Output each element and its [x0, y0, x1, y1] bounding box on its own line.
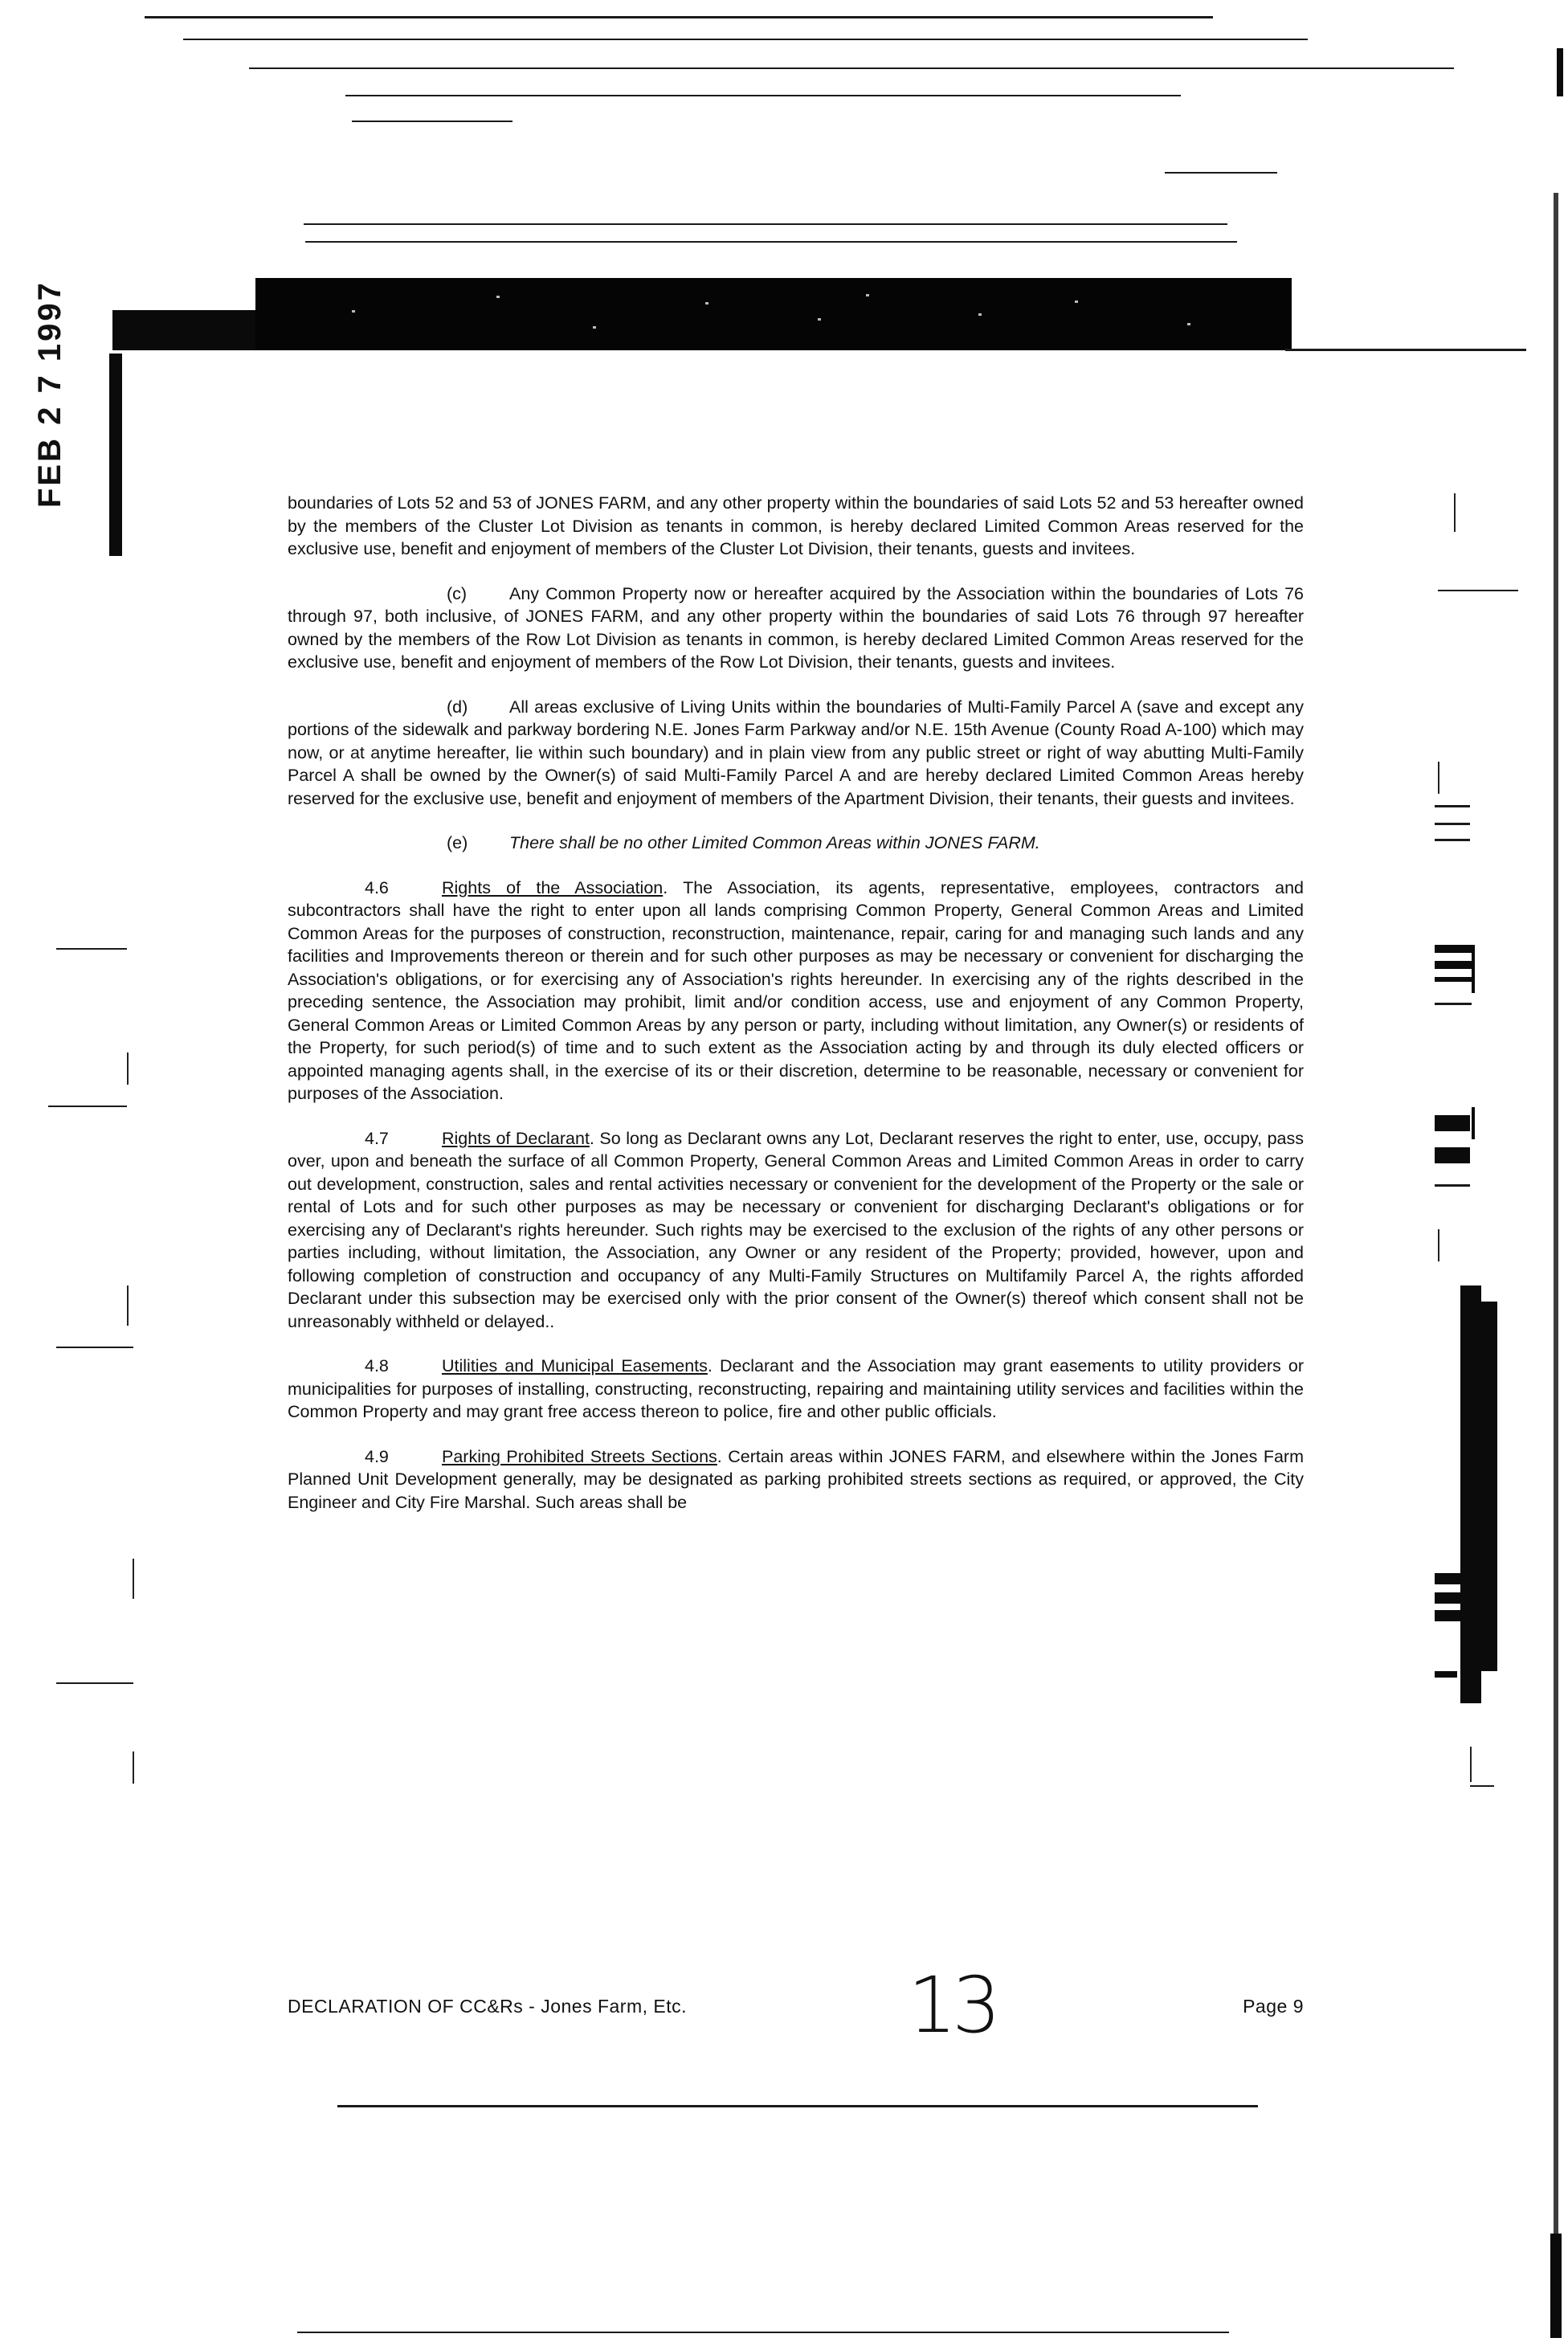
- section-title: Utilities and Municipal Easements: [442, 1356, 708, 1375]
- scan-rule: [1435, 839, 1470, 841]
- section-number: 4.9: [365, 1446, 389, 1466]
- scan-block: [1435, 1610, 1470, 1621]
- section-4-8: [288, 1355, 1304, 1424]
- paragraph-text: All areas exclusive of Living Units within the boundaries of Multi-Family Parcel A (save and except any portions of the sidewalk and parkway bordering N.E. Jones Farm Parkway and/or N.E. 15th Avenue (County Road A-100) which may now, or at anytime hereafter, lie within such boundary) and in plain view from any public street or right of way abutting Multi-Family Parcel A shall be owned by the Owner(s) of said Multi-Family Parcel A and are hereby declared Limited Common Areas hereby reserved for the exclusive use, benefit and enjoyment of members of the Apartment Division, their tenants, their guests and invitees.: [288, 697, 1304, 808]
- section-text: . The Association, its agents, representative, employees, contractors and subcontractors shall have the right to enter upon all lands comprising Common Property, General Common Areas and Limited Common Areas for the purposes of construction, reconstruction, maintenance, repair, caring for and managing such lands and any facilities and Improvements thereon or therein and for such other purposes as may be necessary or convenient for discharging the Association's obligations, or for exercising any of Association's rights hereunder. In exercising any of the rights described in the preceding sentence, the Association may prohibit, limit and/or condition access, use and enjoyment of any Common Property, General Common Areas or Limited Common Areas by any person or party, including without limitation, any Owner(s) or residents of the Property, for such period(s) of time and to such extent as the Association acting by and through its duly elected officers or appointed managing agents shall, in the exercise of its or their discretion, determine to be reasonable, necessary or convenient for purposes of the Association.: [288, 877, 1304, 1103]
- scan-rule: [345, 95, 1181, 96]
- scan-block: [1435, 1592, 1470, 1604]
- document-body: [288, 492, 1304, 1535]
- date-stamp: FEB 2 7 1997: [32, 280, 67, 508]
- handwritten-page-number: 13: [908, 1960, 997, 2050]
- scan-rule: [183, 39, 1308, 40]
- scan-rule: [337, 2105, 1258, 2107]
- section-4-9: [288, 1445, 1304, 1514]
- paragraph-label: (d): [447, 697, 468, 717]
- scan-line: [133, 1751, 134, 1784]
- scan-block: [1435, 1115, 1470, 1131]
- scan-line: [133, 1559, 134, 1599]
- section-text: . Declarant and the Association may grant easements to utility providers or municipalities for purposes of installing, constructing, reconstructing, repairing and maintaining utility services and facilities within the Common Property and may grant free access thereon to police, fire and other public officials.: [288, 1356, 1305, 1421]
- section-4-7: [288, 1127, 1304, 1334]
- paragraph-text: boundaries of Lots 52 and 53 of JONES FARM, and any other property within the boundaries of said Lots 52 and 53 hereafter owned by the members of the Cluster Lot Division as tenants in common, is hereby declared Limited Common Areas reserved for the exclusive use, benefit and enjoyment of members of the Cluster Lot Division, their tenants, guests and invitees.: [288, 493, 1304, 558]
- section-number: 4.6: [365, 877, 389, 897]
- scan-rule: [1435, 1184, 1470, 1187]
- scan-rule: [352, 121, 512, 122]
- scan-line: [1438, 1229, 1439, 1261]
- scan-rule: [145, 16, 1213, 18]
- scan-block: [1435, 961, 1472, 969]
- scan-rule: [1285, 349, 1526, 351]
- scan-line: [1454, 493, 1456, 532]
- scan-rule: [48, 1106, 127, 1107]
- section-title: Rights of the Association: [442, 877, 664, 897]
- scan-rule: [305, 241, 1237, 243]
- paragraph-text: Any Common Property now or hereafter acquired by the Association within the boundaries of Lots 76 through 97, both inclusive, of JONES FARM, and any other property within the boundaries of said Lots 76 through 97 hereafter owned by the members of the Row Lot Division as tenants in common, is hereby declared Limited Common Areas reserved for the exclusive use, benefit and enjoyment of members of the Row Lot Division, their tenants, guests and invitees.: [288, 583, 1304, 672]
- section-4-6: [288, 877, 1304, 1106]
- scan-rule: [249, 67, 1454, 69]
- page-number: Page 9: [1243, 1996, 1304, 2017]
- scan-block: [1435, 945, 1472, 953]
- scan-rule: [1435, 823, 1470, 825]
- paragraph-text: There shall be no other Limited Common Areas within JONES FARM.: [509, 833, 1040, 852]
- scan-line: [127, 1285, 129, 1326]
- scan-edge: [1557, 48, 1563, 96]
- scan-block: [1435, 1671, 1457, 1678]
- section-text: . Certain areas within JONES FARM, and elsewhere within the Jones Farm Planned Unit Development generally, may be designated as parking prohibited streets sections as required, or approved, the City Engineer and City Fire Marshal. Such areas shall be: [288, 1446, 1304, 1512]
- scan-line: [1470, 1747, 1472, 1782]
- scan-block: [1435, 1147, 1470, 1163]
- scan-line: [127, 1052, 129, 1085]
- scan-block: [1435, 977, 1472, 982]
- scan-edge: [1550, 2234, 1562, 2338]
- scan-rule: [304, 223, 1227, 225]
- scan-rule: [1470, 1785, 1494, 1787]
- scan-rule: [56, 948, 127, 950]
- scan-rule: [1435, 1003, 1472, 1005]
- paragraph-d: [288, 696, 1304, 811]
- scan-band: [255, 278, 1292, 350]
- scan-block: [1473, 1302, 1497, 1671]
- scan-line: [1438, 762, 1439, 794]
- scan-rule: [1165, 172, 1277, 174]
- scan-block: [1472, 1107, 1475, 1139]
- scan-edge: [1554, 193, 1558, 2282]
- section-number: 4.8: [365, 1356, 389, 1375]
- scan-rule: [56, 1682, 133, 1684]
- section-title: Rights of Declarant: [442, 1128, 590, 1148]
- section-number: 4.7: [365, 1128, 389, 1148]
- scan-block: [1435, 1573, 1470, 1584]
- paragraph-c: [288, 582, 1304, 674]
- page-footer: [288, 1984, 1304, 2049]
- paragraph-label: (e): [447, 833, 468, 852]
- scan-rule: [56, 1347, 133, 1348]
- scan-rule: [1438, 590, 1518, 591]
- paragraph-b-continued: [288, 492, 1304, 561]
- section-text: . So long as Declarant owns any Lot, Declarant reserves the right to enter, use, occupy, pass over, upon and beneath the surface of all Common Property, General Common Areas and Limited Common Areas in order to carry out development, construction, sales and rental activities necessary or convenient for the development of the Property or the sale or rental of Lots and for such other purposes as may be necessary or convenient for discharging Declarant's obligations or for exercising any of Declarant's rights hereunder. Such rights may be exercised to the exclusion of the rights of any other persons or parties including, without limitation, the Association, any Owner or any resident of the Property; provided, however, upon and following completion of construction and occupancy of any Multi-Family Structures on Multifamily Parcel A, the rights afforded Declarant under this subsection may be exercised only with the prior consent of the Owner(s) thereof which consent shall not be unreasonably withheld or delayed..: [288, 1128, 1304, 1331]
- paragraph-e: [288, 832, 1304, 855]
- scan-rule: [1435, 805, 1470, 807]
- scan-rule: [297, 2332, 1229, 2333]
- scan-band-left: [112, 310, 257, 350]
- scan-block: [1472, 945, 1475, 993]
- footer-title: DECLARATION OF CC&Rs - Jones Farm, Etc.: [288, 1996, 688, 2017]
- paragraph-label: (c): [447, 583, 468, 603]
- section-title: Parking Prohibited Streets Sections: [442, 1446, 717, 1466]
